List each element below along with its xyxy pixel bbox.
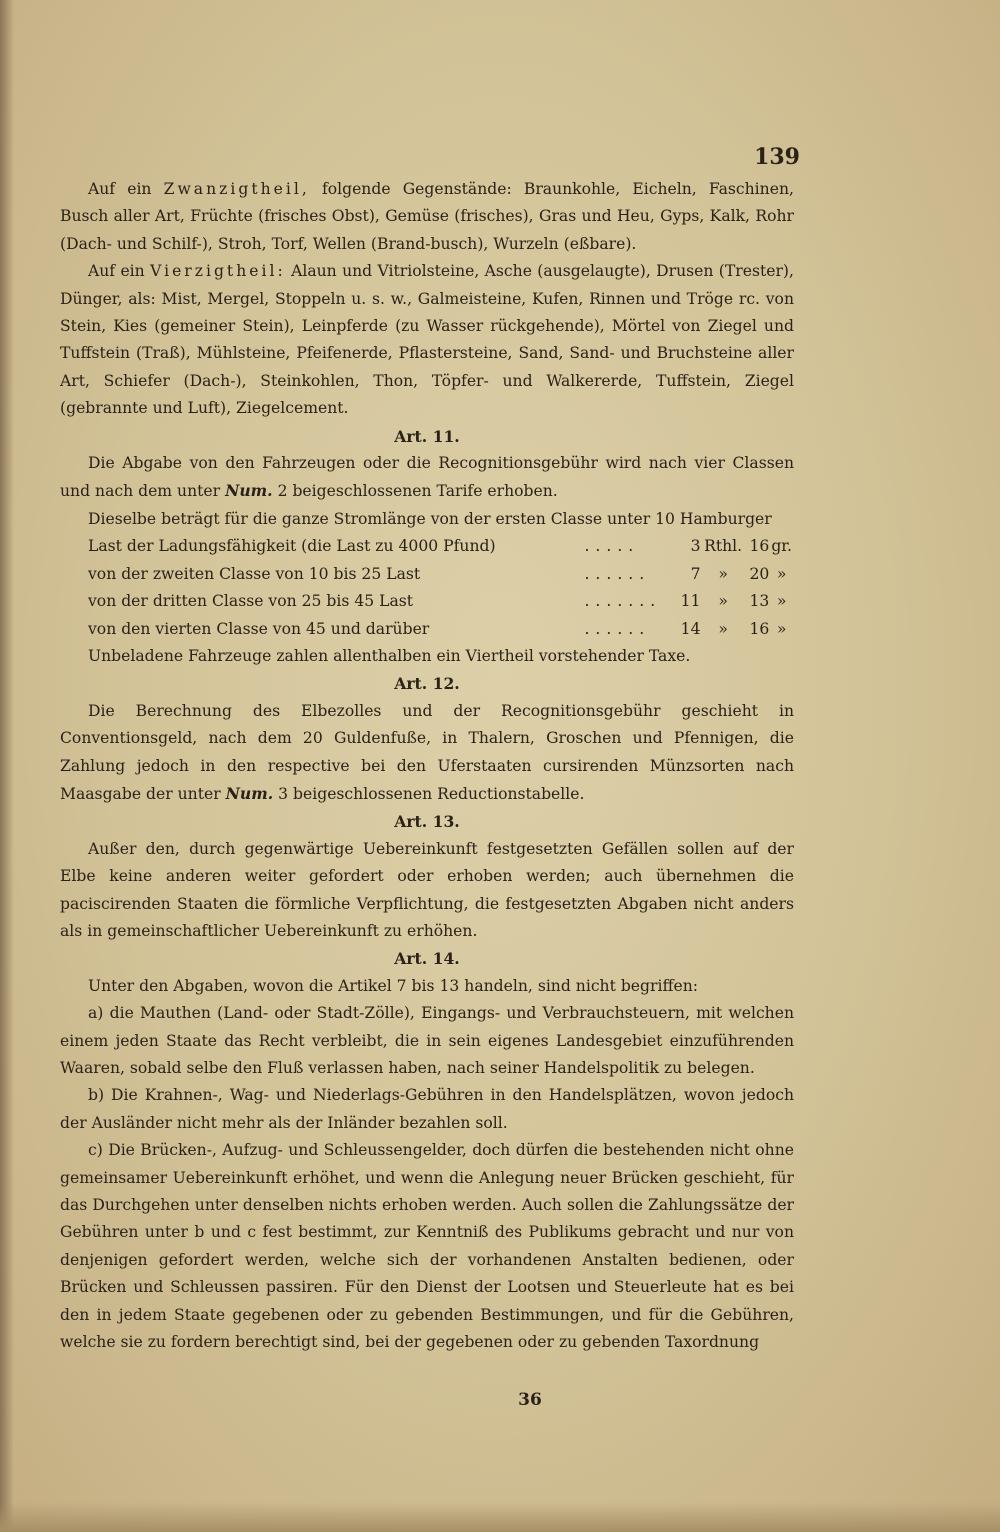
section-twentieth xyxy=(60,176,794,258)
tariff-thaler-value: 3 xyxy=(690,537,701,556)
section-lead: Auf ein xyxy=(88,180,152,198)
tariff-groschen-value: 13 xyxy=(749,592,770,611)
article-14-intro: Unter den Abgaben, wovon die Artikel 7 bis 13 handeln, sind nicht begriffen: xyxy=(88,976,699,995)
tariff-groschen-value: 16 xyxy=(749,537,770,556)
text-run: 2 beigeschlossenen Tarife erhoben. xyxy=(277,482,558,501)
section-spaced-term: Zwanzigtheil, xyxy=(163,180,310,198)
section-body: Braunkohle, Eicheln, Faschinen, Busch aller Art, Früchte (frisches Obst), Gemüse (frisches), Gras und Heu, Gyps, Kalk, Rohr (Dach- und Schilf-), Stroh, Torf, Wellen (Brand-busch), Wurzeln (eßbare). xyxy=(60,180,794,253)
num-abbrev: Num. xyxy=(225,783,274,803)
tariff-thaler-unit: » xyxy=(718,564,728,583)
tariff-thaler-value: 7 xyxy=(690,564,701,583)
tariff-thaler-unit: » xyxy=(718,619,728,638)
body-text xyxy=(60,176,794,1356)
article-12-heading: Art. 12. xyxy=(394,674,460,694)
tariff-row xyxy=(60,561,794,588)
article-11-unladen-note: Unbeladene Fahrzeuge zahlen allenthalben ein Viertheil vorstehender Taxe. xyxy=(88,646,691,665)
section-lead-rest: folgende Gegenstände: xyxy=(321,180,512,198)
tariff-dot-leader: ....... xyxy=(584,592,662,611)
page-number: 139 xyxy=(754,144,800,170)
tariff-groschen-unit: » xyxy=(776,564,787,583)
article-11-heading: Art. 11. xyxy=(394,426,460,446)
tariff-row xyxy=(60,533,794,560)
article-13-paragraph: Außer den, durch gegenwärtige Uebereinkunft festgesetzten Gefällen sollen auf der Elbe keine anderen weiter gefordert oder erhoben werden; auch übernehmen die paciscirenden Staaten die förmliche Verpflichtung, die festgesetzten Abgaben nicht anders als in gemeinschaftlicher Uebereinkunft zu erhöhen. xyxy=(60,839,794,940)
tariff-class-label: von der dritten Classe von 25 bis 45 Last xyxy=(88,592,414,611)
tariff-groschen-unit: gr. xyxy=(771,537,792,556)
tariff-row xyxy=(60,588,794,615)
text-run: Die Berechnung des Elbezolles und der Recognitionsgebühr geschieht in Conventionsgeld, nach dem 20 Guldenfuße, in Thalern, Groschen und Pfennigen, die Zahlung jedoch in den respective bei den Uferstaaten cursirenden Münzsorten nach Maasgabe der unter xyxy=(60,701,794,803)
article-14-item-c: c) Die Brücken-, Aufzug- und Schleussengelder, doch dürfen die bestehenden nicht ohne gemeinsamer Uebereinkunft erhöhet, und wenn die Anlegung neuer Brücken geschieht, für das Durchgehen unter denselben nichts erhoben werden. Auch sollen die Zahlungssätze der Gebühren unter b und c fest bestimmt, zur Kenntniß des Publikums gebracht und nur von denjenigen gefordert werden, welche sich der vorhandenen Anstalten bedienen, oder Brücken und Schleussen passiren. Für den Dienst der Lootsen und Steuerleute hat es bei den in jedem Staate gegebenen oder zu gebenden Bestimmungen, und für die Gebühren, welche sie zu fordern berechtigt sind, bei der gegebenen oder zu gebenden Taxordnung xyxy=(60,1141,794,1352)
text-run: Die Abgabe von den Fahrzeugen oder die Recognitionsgebühr wird nach vier Classen und nach dem unter xyxy=(60,454,794,501)
section-spaced-term: Vierzigtheil: xyxy=(150,262,286,281)
tariff-table xyxy=(60,533,794,643)
article-14-item-b: b) Die Krahnen-, Wag- und Niederlags-Gebühren in den Handelsplätzen, wovon jedoch der Ausländer nicht mehr als der Inländer bezahlen soll. xyxy=(60,1086,794,1132)
tariff-dot-leader: ..... xyxy=(584,537,640,556)
tariff-thaler-value: 11 xyxy=(680,592,701,611)
signature-mark: 36 xyxy=(518,1390,542,1410)
tariff-groschen-unit: » xyxy=(776,592,787,611)
tariff-class-label: von der zweiten Classe von 10 bis 25 Last xyxy=(88,564,421,583)
article-11-paragraph xyxy=(60,450,794,506)
section-lead: Auf ein xyxy=(88,262,145,281)
tariff-groschen-unit: » xyxy=(776,619,787,638)
page-bottom-shadow xyxy=(0,1502,1000,1532)
article-13-heading: Art. 13. xyxy=(394,812,460,832)
tariff-row xyxy=(60,616,794,643)
tariff-thaler-unit: Rthl. xyxy=(704,537,743,556)
num-abbrev: Num. xyxy=(225,481,273,501)
tariff-dot-leader: ...... xyxy=(584,619,651,638)
article-12-paragraph xyxy=(60,698,794,809)
article-14-item-a: a) die Mauthen (Land- oder Stadt-Zölle), Eingangs- und Verbrauchsteuern, mit welchen einem jeden Staate das Recht verbleibt, die in sein eigenes Landesgebiet einzuführenden Waaren, sobald selbe den Fluß verlassen haben, nach seiner Handelspolitik zu belegen. xyxy=(60,1004,794,1077)
tariff-thaler-unit: » xyxy=(718,592,728,611)
text-run: 3 beigeschlossenen Reductionstabelle. xyxy=(278,784,585,803)
tariff-dot-leader: ...... xyxy=(584,564,651,583)
section-fortieth xyxy=(60,258,794,422)
article-11-rate-intro: Dieselbe beträgt für die ganze Stromlänge von der ersten Classe unter 10 Hamburger xyxy=(88,509,772,528)
page-edge-shadow xyxy=(0,0,14,1532)
tariff-class-label: von den vierten Classe von 45 und darüber xyxy=(88,619,430,638)
tariff-class-label: Last der Ladungsfähigkeit (die Last zu 4000 Pfund) xyxy=(88,537,496,556)
tariff-thaler-value: 14 xyxy=(680,619,701,638)
tariff-groschen-value: 20 xyxy=(749,564,770,583)
article-14-heading: Art. 14. xyxy=(394,949,460,969)
tariff-groschen-value: 16 xyxy=(749,619,770,638)
section-body: Alaun und Vitriolsteine, Asche (ausgelaugte), Drusen (Trester), Dünger, als: Mist, Mergel, Stoppeln u. s. w., Galmeisteine, Kufen, Rinnen und Tröge rc. von Stein, Kies (gemeiner Stein), Leinpferde (zu Wasser rückgehende), Mörtel von Ziegel und Tuffstein (Traß), Mühlsteine, Pfeifenerde, Pflastersteine, Sand, Sand- und Bruchsteine aller Art, Schiefer (Dach-), Steinkohlen, Thon, Töpfer- und Walkererde, Tuffstein, Ziegel (gebrannte und Luft), Ziegelcement. xyxy=(60,262,794,418)
